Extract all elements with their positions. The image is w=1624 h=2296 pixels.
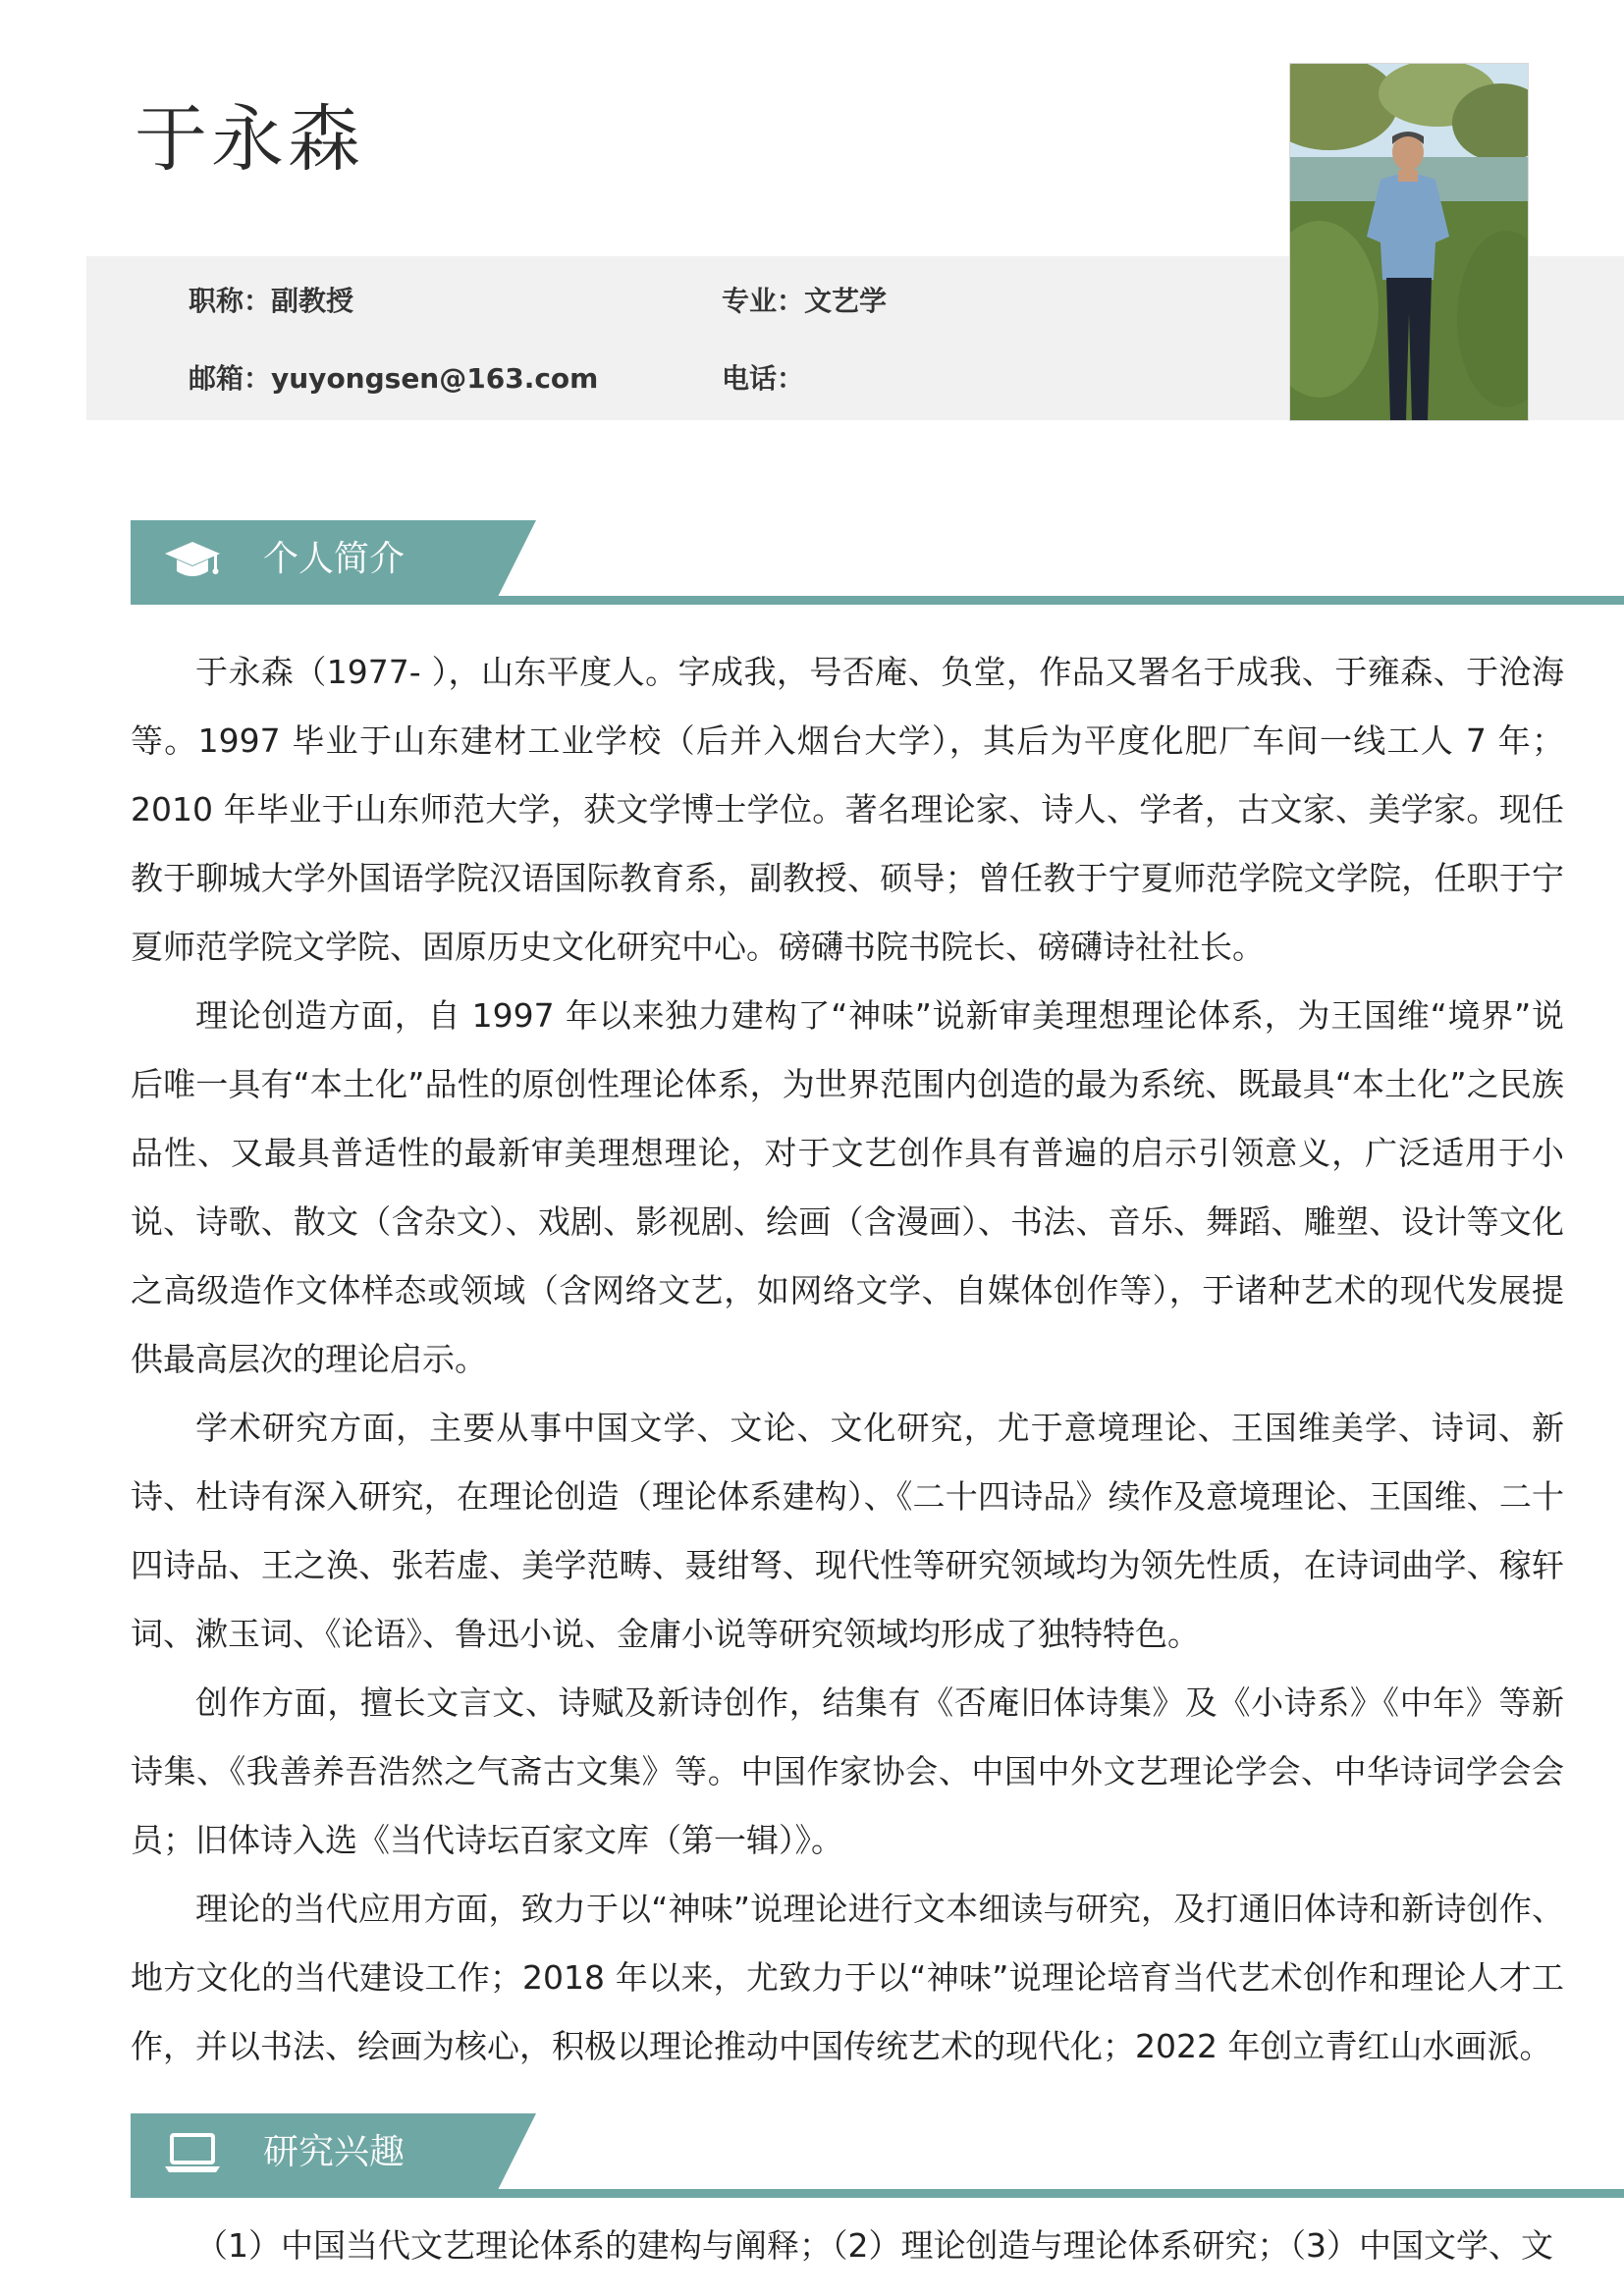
job-title: 职称：副教授 <box>189 285 354 317</box>
interests-text: （1）中国当代文艺理论体系的建构与阐释；（2）理论创造与理论体系研究；（3）中国文学、文 <box>195 2226 1553 2265</box>
major: 专业：文艺学 <box>722 285 888 317</box>
profile-photo <box>1289 63 1529 421</box>
graduation-cap-icon <box>163 538 222 585</box>
bio-paragraph: 理论的当代应用方面，致力于以“神味”说理论进行文本细读与研究，及打通旧体诗和新诗创作、地方文化的当代建设工作；2018 年以来，尤致力于以“神味”说理论培育当代艺术创作和理论人才工作，并以书法、绘画为核心，积极以理论推动中国传统艺术的现代化；2022 年创立青红山水画派。 <box>131 1890 1564 2065</box>
phone: 电话： <box>722 362 805 395</box>
laptop-icon <box>163 2131 222 2178</box>
interests-section-header <box>131 2113 1624 2202</box>
person-name: 于永森 <box>135 97 364 182</box>
bio-paragraph: 理论创造方面，自 1997 年以来独力建构了“神味”说新审美理想理论体系，为王国维“境界”说后唯一具有“本土化”品性的原创性理论体系，为世界范围内创造的最为系统、既最具“本土化”之民族品性、又最具普适性的最新审美理想理论，对于文艺创作具有普遍的启示引领意义，广泛适用于小说、诗歌、散文（含杂文）、戏剧、影视剧、绘画（含漫画）、书法、音乐、舞蹈、雕塑、设计等文化之高级造作文体样态或领域（含网络文艺，如网络文学、自媒体创作等），于诸种艺术的现代发展提供最高层次的理论启示。 <box>131 996 1564 1378</box>
bio-paragraph: 创作方面，擅长文言文、诗赋及新诗创作，结集有《否庵旧体诗集》及《小诗系》《中年》等新诗集、《我善养吾浩然之气斋古文集》等。中国作家协会、中国中外文艺理论学会、中华诗词学会会员；旧体诗入选《当代诗坛百家文库（第一辑）》。 <box>131 1683 1564 1859</box>
bio-paragraph: 学术研究方面，主要从事中国文学、文论、文化研究，尤于意境理论、王国维美学、诗词、新诗、杜诗有深入研究，在理论创造（理论体系建构）、《二十四诗品》续作及意境理论、王国维、二十四诗品、王之涣、张若虚、美学范畴、聂绀弩、现代性等研究领域均为领先性质，在诗词曲学、稼轩词、漱玉词、《论语》、鲁迅小说、金庸小说等研究领域均形成了独特特色。 <box>131 1409 1564 1653</box>
bio-section-header <box>131 520 1624 609</box>
bio-heading: 个人简介 <box>263 539 406 579</box>
email: 邮箱：yuyongsen@163.com <box>189 362 599 395</box>
interests-heading: 研究兴趣 <box>263 2132 406 2172</box>
bio-text <box>131 638 1564 2081</box>
bio-paragraph: 于永森（1977- ），山东平度人。字成我，号否庵、负堂，作品又署名于成我、于雍森、于沧海等。1997 毕业于山东建材工业学校（后并入烟台大学），其后为平度化肥厂车间一线工人 7 年；2010 年毕业于山东师范大学，获文学博士学位。著名理论家、诗人、学者，古文家、美学家。现任教于聊城大学外国语学院汉语国际教育系，副教授、硕导；曾任教于宁夏师范学院文学院，任职于宁夏师范学院文学院、固原历史文化研究中心。磅礴书院书院长、磅礴诗社社长。 <box>131 653 1564 966</box>
